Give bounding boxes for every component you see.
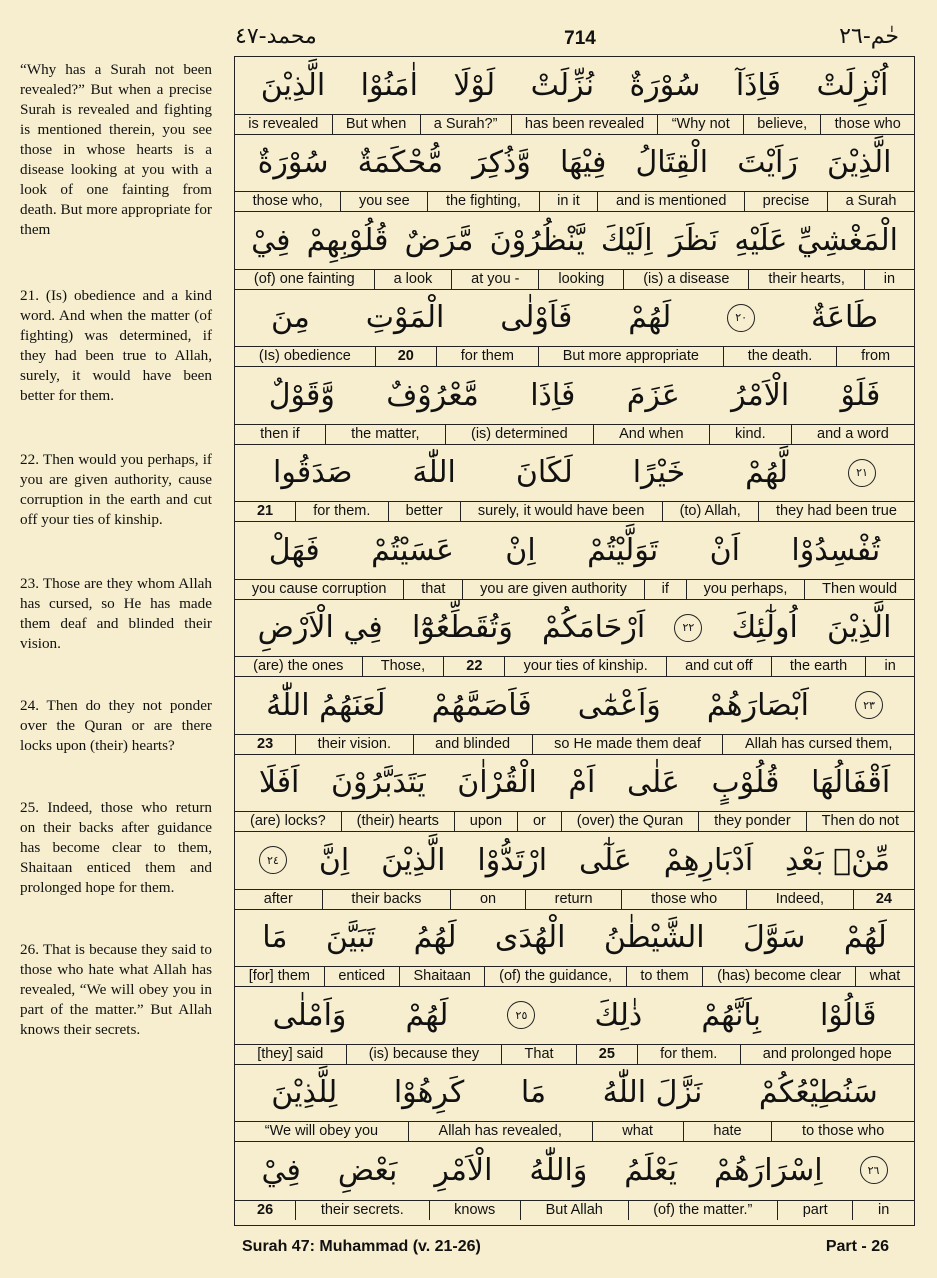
arabic-word: ذٰلِكَ xyxy=(594,997,643,1033)
translation-word: and prolonged hope xyxy=(740,1045,914,1064)
translation-row xyxy=(235,1044,914,1064)
translation-word: Allah has revealed, xyxy=(408,1122,592,1141)
arabic-word: اِنَّ xyxy=(318,842,350,878)
arabic-word: الْقُرْاٰنَ xyxy=(457,765,537,800)
arabic-word: يَتَدَبَّرُوْنَ xyxy=(331,765,426,800)
translation-word: (is) determined xyxy=(445,425,593,444)
translation-word: and is mentioned xyxy=(597,192,744,211)
verse-line xyxy=(235,445,914,523)
arabic-word: الْقِتَالُ xyxy=(635,145,709,180)
arabic-word: اُولٰٓئِكَ xyxy=(731,610,798,645)
translation-word: [for] them xyxy=(248,968,310,984)
translation-word: the death. xyxy=(723,347,836,366)
translation-word: precise xyxy=(744,192,827,211)
verse-line xyxy=(235,290,914,368)
arabic-text-row xyxy=(235,755,914,811)
translation-word: you perhaps, xyxy=(686,580,805,599)
arabic-word: الْهُدَى xyxy=(494,920,566,955)
translation-word: hate xyxy=(683,1122,772,1141)
arabic-word: سَنُطِيْعُكُمْ xyxy=(758,1075,878,1110)
translation-word: and cut off xyxy=(666,657,771,676)
translation-word: a Surah xyxy=(827,192,914,211)
footer-surah-reference: Surah 47: Muhammad (v. 21-26) xyxy=(242,1238,481,1255)
arabic-word: لَّهُمْ xyxy=(745,455,789,490)
translation-word: “Why not xyxy=(657,115,742,134)
arabic-text-row xyxy=(235,1065,914,1121)
translation-row xyxy=(235,191,914,211)
translation-row xyxy=(235,1121,914,1141)
translation-row xyxy=(235,114,914,134)
arabic-word: وَّذُكِرَ xyxy=(472,145,531,180)
arabic-word: اَرْحَامَكُمْ xyxy=(542,610,646,645)
arabic-word: لَعَنَهُمُ اللّٰهُ xyxy=(266,687,386,723)
translation-word: for them xyxy=(436,347,538,366)
verse-line xyxy=(235,677,914,755)
arabic-word: مَا xyxy=(262,920,288,955)
verse-number: 25 xyxy=(576,1045,637,1064)
header-part-name: حٰم-٢٦ xyxy=(839,24,899,49)
arabic-word: الْمَغْشِيِّ عَلَيْهِ xyxy=(734,222,898,258)
arabic-word: سُوْرَةٌ xyxy=(257,145,329,180)
translation-word: those who xyxy=(621,890,746,909)
arabic-word: فَاَصَمَّهُمْ xyxy=(431,687,532,723)
arabic-word: الْاَمْرِ xyxy=(434,1152,493,1188)
verse-number: 21 xyxy=(256,503,274,519)
arabic-word: طَاعَةٌ xyxy=(811,300,879,335)
arabic-word: ارْتَدُّوْا xyxy=(477,842,548,878)
translation-word: (is) because they xyxy=(346,1045,502,1064)
translation-word: But more appropriate xyxy=(538,347,723,366)
arabic-word: بَعْضِ xyxy=(337,1152,398,1188)
verse-line xyxy=(235,987,914,1065)
arabic-word: خَيْرًا xyxy=(632,455,686,490)
ayah-number-marker: ٢٥ xyxy=(507,1001,535,1029)
ayah-number-marker: ٢٤ xyxy=(259,846,287,874)
translation-word: the earth xyxy=(771,657,866,676)
commentary-column xyxy=(20,60,212,1040)
translation-word: the fighting, xyxy=(427,192,538,211)
translation-row xyxy=(235,424,914,444)
arabic-word: وَّقَوْلٌ xyxy=(268,377,335,413)
arabic-word: فَاِذَا xyxy=(530,377,576,413)
translation-row xyxy=(235,1200,914,1220)
verse-line xyxy=(235,57,914,135)
translation-word: Those, xyxy=(362,657,444,676)
arabic-word: سَوَّلَ xyxy=(743,920,806,955)
translation-row xyxy=(235,734,914,754)
verse-line xyxy=(235,1065,914,1143)
arabic-word: لِلَّذِيْنَ xyxy=(271,1075,338,1110)
translation-word: that xyxy=(403,580,462,599)
translation-word: in xyxy=(864,270,914,289)
translation-word: better xyxy=(388,502,460,521)
arabic-word: لَهُمْ xyxy=(405,997,449,1033)
arabic-word: بِاَنَّهُمْ xyxy=(701,997,761,1033)
translation-word: [they] said xyxy=(257,1045,324,1062)
translation-word: has been revealed xyxy=(511,115,658,134)
translation-word: their backs xyxy=(322,890,451,909)
arabic-word: اٰمَنُوْا xyxy=(360,67,418,103)
arabic-word: الَّذِيْنَ xyxy=(260,67,326,103)
translation-word: and a word xyxy=(791,425,914,444)
arabic-word: سُوْرَةٌ xyxy=(629,67,701,103)
arabic-word: اَبْصَارَهُمْ xyxy=(706,687,809,723)
arabic-text-row xyxy=(235,987,914,1043)
commentary-paragraph: 24. Then do they not ponder over the Quran or are there locks upon (their) hearts? xyxy=(20,697,212,754)
arabic-word: اِنْ xyxy=(505,532,536,568)
translation-word: your ties of kinship. xyxy=(504,657,665,676)
translation-word: part xyxy=(777,1201,852,1220)
translation-word: But when xyxy=(332,115,420,134)
translation-word: to those who xyxy=(771,1122,914,1141)
translation-word: for them. xyxy=(637,1045,740,1064)
arabic-text-row xyxy=(235,135,914,191)
translation-word: their hearts, xyxy=(748,270,863,289)
arabic-word: فِي الْاَرْضِ xyxy=(257,610,383,645)
translation-word: (over) the Quran xyxy=(561,812,698,831)
translation-word: (of) the matter.” xyxy=(628,1201,777,1220)
arabic-word: فَلَوْ xyxy=(840,377,881,413)
arabic-word: مَّرَضٌ xyxy=(404,222,474,258)
arabic-word: نُزِّلَتْ xyxy=(530,67,595,103)
translation-word: you cause corruption xyxy=(251,580,387,597)
translation-word: believe, xyxy=(743,115,820,134)
translation-word: Indeed, xyxy=(746,890,853,909)
arabic-text-row xyxy=(235,832,914,888)
arabic-word: فِيْ xyxy=(251,222,291,258)
translation-word: if xyxy=(644,580,686,599)
verse-line xyxy=(235,910,914,988)
arabic-word: الْمَوْتِ xyxy=(365,300,445,335)
arabic-word: عَسَيْتُمْ xyxy=(371,532,454,568)
arabic-text-row xyxy=(235,445,914,501)
translation-word: Then would xyxy=(804,580,914,599)
arabic-word: فَاَوْلٰى xyxy=(500,300,573,335)
arabic-word: اَمْ xyxy=(568,765,596,800)
translation-word: return xyxy=(525,890,621,909)
arabic-word: لَهُمُ xyxy=(413,920,457,955)
arabic-word: الَّذِيْنَ xyxy=(827,610,892,645)
translation-word: so He made them deaf xyxy=(532,735,723,754)
translation-row xyxy=(235,579,914,599)
translation-word: then if xyxy=(260,425,300,442)
translation-word: to them xyxy=(626,967,703,986)
arabic-text-row xyxy=(235,212,914,268)
arabic-text-row xyxy=(235,1142,914,1198)
verse-number: 24 xyxy=(853,890,914,909)
translation-word: knows xyxy=(429,1201,520,1220)
translation-word: Then do not xyxy=(806,812,914,831)
arabic-word: قُلُوْبِهِمْ xyxy=(306,222,389,258)
arabic-word: مِّنْۢ بَعْدِ xyxy=(785,842,891,878)
arabic-word: وَاللّٰهُ xyxy=(529,1152,588,1188)
page-number: 714 xyxy=(564,28,596,49)
verse-number: 26 xyxy=(257,1201,274,1218)
translation-word: (to) Allah, xyxy=(662,502,758,521)
translation-row xyxy=(235,501,914,521)
arabic-word: وَتُقَطِّعُوْٓا xyxy=(411,610,513,645)
arabic-word: نَظَرَ xyxy=(668,222,719,258)
arabic-word: كَرِهُوْا xyxy=(393,1075,465,1110)
verse-line xyxy=(235,755,914,833)
translation-row xyxy=(235,269,914,289)
translation-word: a look xyxy=(374,270,452,289)
translation-word: (their) hearts xyxy=(341,812,454,831)
translation-word: they ponder xyxy=(698,812,806,831)
translation-word: they had been true xyxy=(758,502,914,521)
ayah-number-marker: ٢٠ xyxy=(727,304,755,332)
translation-word: Shaitaan xyxy=(399,967,485,986)
ayah-number-marker: ٢٦ xyxy=(860,1156,888,1184)
arabic-word: فِيْ xyxy=(261,1152,301,1188)
translation-word: But Allah xyxy=(520,1201,628,1220)
arabic-word: تَبَيَّنَ xyxy=(325,920,376,955)
arabic-word: يَّنْظُرُوْنَ xyxy=(489,222,585,258)
arabic-word: عَلٰٓى xyxy=(578,842,632,878)
verse-line xyxy=(235,367,914,445)
translation-word: kind. xyxy=(709,425,791,444)
translation-row xyxy=(235,966,914,986)
arabic-word: صَدَقُوا xyxy=(273,455,353,490)
translation-word: what xyxy=(855,967,914,986)
translation-word: for them. xyxy=(295,502,387,521)
translation-word: Allah has cursed them, xyxy=(722,735,914,754)
arabic-word: لَكَانَ xyxy=(515,455,573,490)
arabic-word: قَالُوْا xyxy=(820,997,877,1033)
arabic-word: الشَّيْطٰنُ xyxy=(603,920,705,955)
translation-word: a Surah?” xyxy=(420,115,511,134)
translation-word: is revealed xyxy=(248,115,319,132)
translation-word: surely, it would have been xyxy=(460,502,662,521)
arabic-word: مَّعْرُوْفٌ xyxy=(386,377,479,413)
arabic-word: مُّحْكَمَةٌ xyxy=(357,145,444,180)
translation-word: And when xyxy=(593,425,709,444)
translation-word: from xyxy=(836,347,914,366)
arabic-word: اِلَيْكَ xyxy=(600,222,653,258)
arabic-word: فِيْهَا xyxy=(559,145,607,180)
arabic-text-row xyxy=(235,600,914,656)
translation-word: and blinded xyxy=(413,735,532,754)
arabic-word: اُنْزِلَتْ xyxy=(816,67,889,103)
translation-word: in it xyxy=(539,192,598,211)
translation-word: on xyxy=(450,890,525,909)
verse-line xyxy=(235,832,914,910)
translation-word: in xyxy=(865,657,914,676)
translation-word: (Is) obedience xyxy=(258,348,351,364)
arabic-word: وَاَعْمٰٓى xyxy=(577,687,661,723)
translation-word: those who, xyxy=(252,193,323,209)
verse-line xyxy=(235,522,914,600)
arabic-word: اَفَلَا xyxy=(258,765,300,800)
arabic-word: فَاِذَآ xyxy=(735,67,781,103)
word-by-word-grid xyxy=(234,56,915,1226)
ayah-number-marker: ٢٢ xyxy=(674,614,702,642)
translation-word: looking xyxy=(538,270,623,289)
arabic-word: نَزَّلَ اللّٰهُ xyxy=(602,1075,703,1110)
translation-word: That xyxy=(501,1045,575,1064)
translation-word: after xyxy=(263,890,293,907)
arabic-word: فَهَلْ xyxy=(268,532,320,568)
translation-word: (of) the guidance, xyxy=(484,967,625,986)
translation-word: you see xyxy=(340,192,427,211)
arabic-word: الْاَمْرُ xyxy=(731,377,790,413)
arabic-word: تُفْسِدُوْا xyxy=(791,532,881,568)
arabic-text-row xyxy=(235,522,914,578)
translation-word: (are) locks? xyxy=(249,813,326,829)
arabic-word: قُلُوْبٍ xyxy=(711,765,780,800)
verse-line xyxy=(235,600,914,678)
arabic-word: اَدْبَارِهِمْ xyxy=(663,842,754,878)
arabic-word: الَّذِيْنَ xyxy=(827,145,892,180)
translation-row xyxy=(235,889,914,909)
arabic-word: لَهُمْ xyxy=(843,920,887,955)
translation-word: (of) one fainting xyxy=(253,270,355,287)
header-surah-name: محمد-٤٧ xyxy=(235,24,317,49)
arabic-word: اَقْفَالُهَا xyxy=(811,765,891,800)
arabic-word: الَّذِيْنَ xyxy=(381,842,446,878)
translation-word: enticed xyxy=(324,967,399,986)
ayah-number-marker: ٢٣ xyxy=(855,691,883,719)
arabic-word: وَاَمْلٰى xyxy=(272,997,347,1033)
verse-number: 23 xyxy=(257,735,274,752)
arabic-word: يَعْلَمُ xyxy=(624,1152,678,1188)
translation-word: at you - xyxy=(451,270,538,289)
translation-row xyxy=(235,811,914,831)
translation-word: the matter, xyxy=(325,425,445,444)
translation-word: (has) become clear xyxy=(702,967,855,986)
arabic-word: لَوْلَا xyxy=(453,67,496,103)
commentary-paragraph: 26. That is because they said to those who hate what Allah has revealed, “We will obey you in part of the matter.” But Allah knows their secrets. xyxy=(20,941,212,1038)
translation-word: “We will obey you xyxy=(264,1123,379,1139)
arabic-text-row xyxy=(235,57,914,113)
arabic-word: عَلٰى xyxy=(626,765,680,800)
arabic-word: عَزَمَ xyxy=(626,377,680,413)
translation-row xyxy=(235,346,914,366)
translation-word: what xyxy=(592,1122,683,1141)
commentary-paragraph: “Why has a Surah not been revealed?” But when a precise Surah is revealed and fighting is mentioned therein, you see those in whose hearts is a disease looking at you with a look of one fainting from death. But more appropriate for them xyxy=(20,61,212,238)
translation-word: their secrets. xyxy=(295,1201,428,1220)
arabic-word: اللّٰهَ xyxy=(412,455,456,490)
ayah-number-marker: ٢١ xyxy=(848,459,876,487)
arabic-word: مِنَ xyxy=(270,300,310,335)
commentary-paragraph: 23. Those are they whom Allah has cursed, so He has made them deaf and blinded their vision. xyxy=(20,575,212,652)
footer-part: Part - 26 xyxy=(825,1238,889,1255)
translation-word: (is) a disease xyxy=(623,270,748,289)
commentary-paragraph: 21. (Is) obedience and a kind word. And when the matter (of fighting) was determined, if they had been true to Allah, surely, it would have been better for them. xyxy=(20,287,212,404)
commentary-paragraph: 22. Then would you perhaps, if you are given authority, cause corruption in the earth and cut off your ties of kinship. xyxy=(20,451,212,528)
verse-line xyxy=(235,135,914,213)
arabic-word: اَنْ xyxy=(709,532,740,568)
translation-word: those who xyxy=(820,115,914,134)
translation-word: upon xyxy=(454,812,517,831)
arabic-word: مَا xyxy=(520,1075,547,1110)
arabic-text-row xyxy=(235,367,914,423)
arabic-word: لَهُمْ xyxy=(628,300,672,335)
verse-number: 22 xyxy=(443,657,504,676)
translation-word: their vision. xyxy=(295,735,412,754)
translation-word: in xyxy=(852,1201,914,1220)
arabic-text-row xyxy=(235,290,914,346)
verse-number: 20 xyxy=(375,347,436,366)
arabic-word: اِسْرَارَهُمْ xyxy=(713,1152,823,1188)
translation-row xyxy=(235,656,914,676)
verse-line xyxy=(235,1142,914,1220)
translation-word: you are given authority xyxy=(462,580,643,599)
arabic-word: تَوَلَّيْتُمْ xyxy=(587,532,659,568)
translation-word: or xyxy=(517,812,561,831)
translation-word: (are) the ones xyxy=(253,658,344,674)
arabic-word: رَاَيْتَ xyxy=(737,145,798,180)
verse-line xyxy=(235,212,914,290)
arabic-text-row xyxy=(235,910,914,966)
commentary-paragraph: 25. Indeed, those who return on their backs after guidance has become clear to them, Shaitaan enticed them and prolonged hope for them. xyxy=(20,799,212,896)
arabic-text-row xyxy=(235,677,914,733)
